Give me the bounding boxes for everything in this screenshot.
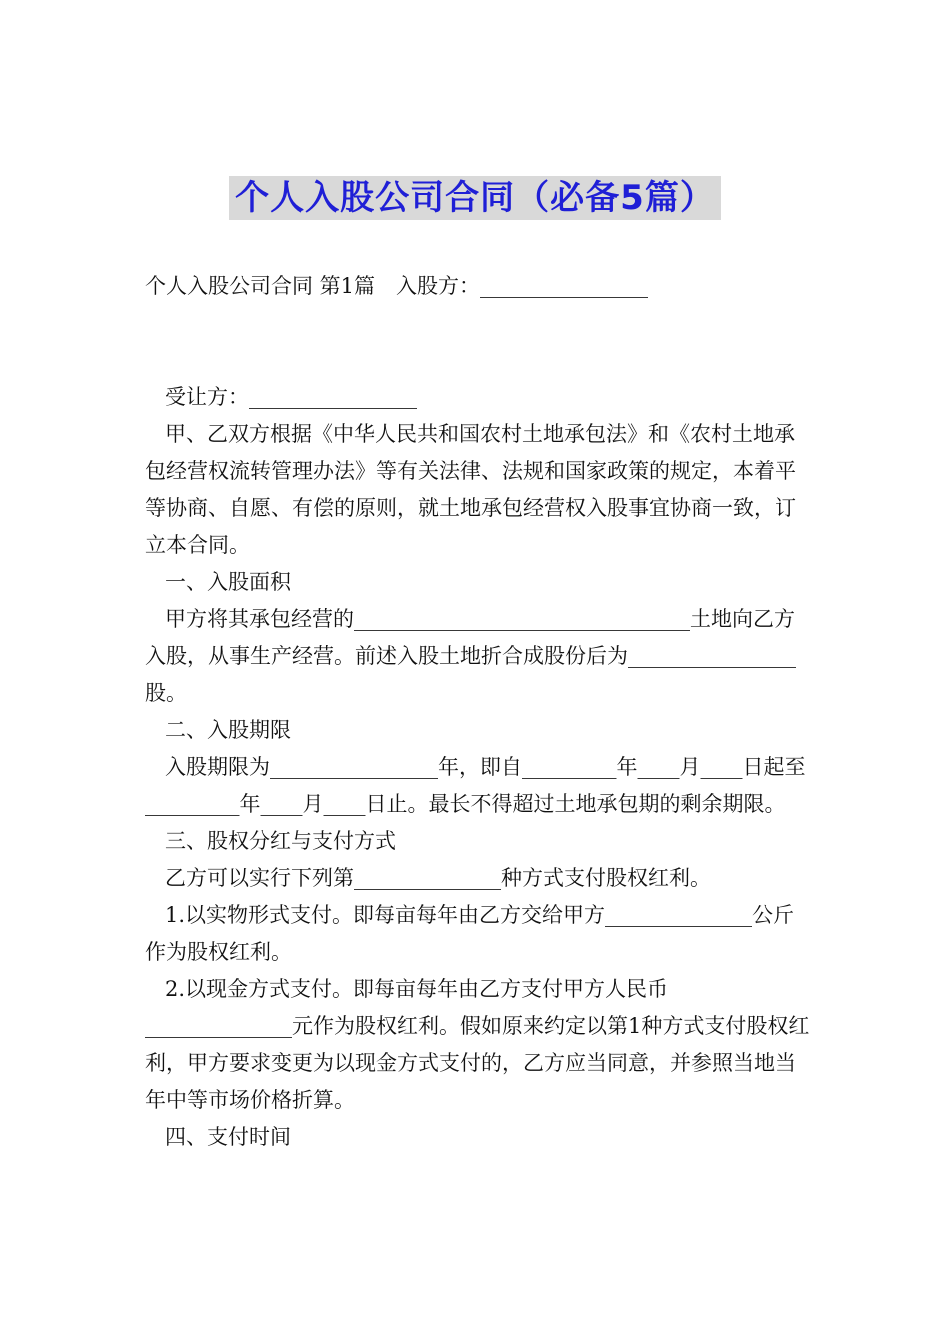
area-paragraph: 甲方将其承包经营的________________________________土地向乙方入股，从事生产经营。前述入股土地折合成股份后为________________股。 [145, 607, 796, 705]
dividend-method-paragraph: 乙方可以实行下列第______________种方式支付股权红利。 [165, 866, 711, 890]
section-heading-payment-time: 四、支付时间 [165, 1125, 291, 1149]
cash-payment-paragraph: 2.以现金方式支付。即每亩每年由乙方支付甲方人民币______________元作为股权红利。假如原来约定以第1种方式支付股权红利，甲方要求变更为以现金方式支付的，乙方应当同意，并参照当地当年中等市场价格折算。 [145, 977, 810, 1112]
preamble-paragraph: 甲、乙双方根据《中华人民共和国农村土地承包法》和《农村土地承包经营权流转管理办法》等有关法律、法规和国家政策的规定，本着平等协商、自愿、有偿的原则，就土地承包经营权入股事宜协商一致，订立本合同。 [145, 422, 796, 557]
section-heading-dividend: 三、股权分红与支付方式 [165, 829, 396, 853]
assignee-line: 受让方：________________ [165, 385, 417, 409]
title-container [0, 176, 950, 220]
term-paragraph: 入股期限为________________年，即自_________年____月____日起至_________年____月____日止。最长不得超过土地承包期的剩余期限。 [145, 755, 806, 816]
document-body [145, 268, 810, 1156]
section-heading-term: 二、入股期限 [165, 718, 291, 742]
section-heading-area: 一、入股面积 [165, 570, 291, 594]
in-kind-payment-paragraph: 1.以实物形式支付。即每亩每年由乙方交给甲方______________公斤作为股权红利。 [145, 903, 795, 964]
intro-line: 个人入股公司合同 第1篇 入股方：________________ [145, 274, 649, 298]
document-title: 个人入股公司合同（必备5篇） [229, 176, 721, 220]
